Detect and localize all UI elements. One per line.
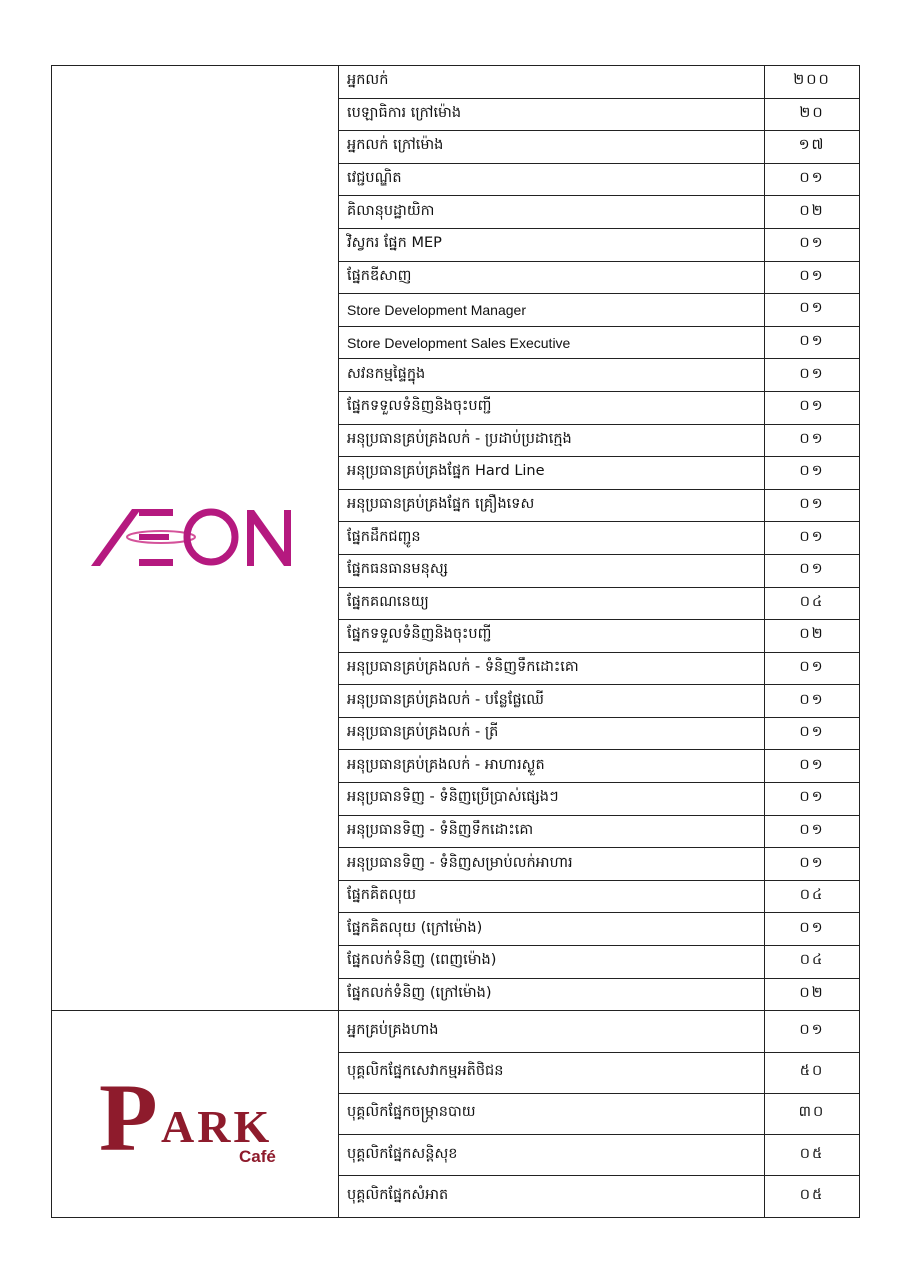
position-count: ០១ bbox=[765, 261, 860, 294]
position-title: អ្នកលក់ bbox=[339, 66, 765, 99]
position-title: ផ្នែកគិតលុយ bbox=[339, 880, 765, 913]
position-title: អនុប្រធានគ្រប់គ្រងលក់ - បន្លែផ្លែឈើ bbox=[339, 685, 765, 718]
job-openings-body bbox=[52, 66, 860, 1218]
svg-text:Café: Café bbox=[239, 1146, 276, 1164]
position-count: ០១ bbox=[765, 391, 860, 424]
position-title: ផ្នែកទទួលទំនិញនិងចុះបញ្ជី bbox=[339, 391, 765, 424]
position-title: អនុប្រធានទិញ - ទំនិញទឹកដោះគោ bbox=[339, 815, 765, 848]
position-title: វេជ្ជបណ្ឌិត bbox=[339, 163, 765, 196]
position-count: ០១ bbox=[765, 685, 860, 718]
position-title: អនុប្រធានគ្រប់គ្រងលក់ - ប្រដាប់ប្រដាក្មេង bbox=[339, 424, 765, 457]
position-count: ០៤ bbox=[765, 587, 860, 620]
position-count: ២០០ bbox=[765, 66, 860, 99]
position-count: ០១ bbox=[765, 359, 860, 392]
position-title: ផ្នែកគណនេយ្យ bbox=[339, 587, 765, 620]
position-count: ០១ bbox=[765, 554, 860, 587]
position-title: បុគ្គលិកផ្នែកសំអាត bbox=[339, 1176, 765, 1217]
position-title: អ្នកលក់ ក្រៅម៉ោង bbox=[339, 131, 765, 164]
position-count: ០២ bbox=[765, 196, 860, 229]
position-count: ១៧ bbox=[765, 131, 860, 164]
position-count: ០២ bbox=[765, 620, 860, 653]
position-count: ០១ bbox=[765, 1011, 860, 1052]
svg-text:ARK: ARK bbox=[161, 1100, 273, 1152]
position-count: ០១ bbox=[765, 652, 860, 685]
position-title: អនុប្រធានគ្រប់គ្រងផ្នែក គ្រឿងទេស bbox=[339, 489, 765, 522]
position-count: ០២ bbox=[765, 978, 860, 1011]
position-count: ០១ bbox=[765, 717, 860, 750]
position-title: ផ្នែកធនធានមនុស្ស bbox=[339, 554, 765, 587]
position-count: ០១ bbox=[765, 228, 860, 261]
position-title: អនុប្រធានគ្រប់គ្រងលក់ - ទំនិញទឹកដោះគោ bbox=[339, 652, 765, 685]
position-count: ០១ bbox=[765, 750, 860, 783]
position-title: បុគ្គលិកផ្នែកសេវាកម្មអតិថិជន bbox=[339, 1052, 765, 1093]
position-count: ០១ bbox=[765, 424, 860, 457]
position-count: ០១ bbox=[765, 522, 860, 555]
position-title: គិលានុបដ្ឋាយិកា bbox=[339, 196, 765, 229]
position-title: ផ្នែកគិតលុយ (ក្រៅម៉ោង) bbox=[339, 913, 765, 946]
position-title: បេឡាធិការ ក្រៅម៉ោង bbox=[339, 98, 765, 131]
position-title: Store Development Sales Executive bbox=[339, 326, 765, 359]
position-count: ០១ bbox=[765, 815, 860, 848]
position-count: ៥០ bbox=[765, 1052, 860, 1093]
aeon-logo-graphic bbox=[89, 502, 301, 574]
position-title: Store Development Manager bbox=[339, 294, 765, 327]
position-title: ផ្នែកលក់ទំនិញ (ពេញម៉ោង) bbox=[339, 946, 765, 979]
position-title: ផ្នែកដឹកជញ្ជូន bbox=[339, 522, 765, 555]
position-title: វិស្វករ ផ្នែក MEP bbox=[339, 228, 765, 261]
park-cafe-logo-graphic bbox=[95, 1064, 295, 1164]
position-title: អនុប្រធានទិញ - ទំនិញប្រើប្រាស់ផ្សេងៗ bbox=[339, 783, 765, 816]
position-title: បុគ្គលិកផ្នែកចម្រ្កានបាយ bbox=[339, 1093, 765, 1134]
position-count: ០១ bbox=[765, 457, 860, 490]
position-title: អនុប្រធានគ្រប់គ្រងលក់ - ត្រី bbox=[339, 717, 765, 750]
position-count: ០១ bbox=[765, 913, 860, 946]
position-count: ០១ bbox=[765, 163, 860, 196]
position-count: ៣០ bbox=[765, 1093, 860, 1134]
aeon-logo bbox=[60, 502, 330, 574]
job-openings-table bbox=[51, 65, 860, 1218]
position-count: ០៤ bbox=[765, 946, 860, 979]
position-title: បុគ្គលិកផ្នែកសន្តិសុខ bbox=[339, 1135, 765, 1176]
position-title: អនុប្រធានគ្រប់គ្រងលក់ - អាហារស្ងួត bbox=[339, 750, 765, 783]
position-title: ផ្នែកលក់ទំនិញ (ក្រៅម៉ោង) bbox=[339, 978, 765, 1011]
position-count: ០៥ bbox=[765, 1135, 860, 1176]
table-row bbox=[52, 66, 860, 99]
position-count: ០១ bbox=[765, 326, 860, 359]
position-count: ០១ bbox=[765, 783, 860, 816]
position-title: ផ្នែកឌីសាញ bbox=[339, 261, 765, 294]
position-count: ០១ bbox=[765, 848, 860, 881]
svg-text:P: P bbox=[99, 1063, 158, 1164]
park-cafe-logo bbox=[60, 1064, 330, 1164]
position-title: អ្នកគ្រប់គ្រងហាង bbox=[339, 1011, 765, 1052]
brand-logo-cell bbox=[52, 1011, 339, 1217]
position-count: ០៤ bbox=[765, 880, 860, 913]
position-title: ផ្នែកទទួលទំនិញនិងចុះបញ្ជី bbox=[339, 620, 765, 653]
position-title: សវនកម្មផ្ទៃក្នុង bbox=[339, 359, 765, 392]
position-title: អនុប្រធានគ្រប់គ្រងផ្នែក Hard Line bbox=[339, 457, 765, 490]
position-count: ០១ bbox=[765, 294, 860, 327]
position-count: ២០ bbox=[765, 98, 860, 131]
position-count: ០១ bbox=[765, 489, 860, 522]
brand-logo-cell bbox=[52, 66, 339, 1011]
position-count: ០៥ bbox=[765, 1176, 860, 1217]
position-title: អនុប្រធានទិញ - ទំនិញសម្រាប់លក់អាហារ bbox=[339, 848, 765, 881]
table-row bbox=[52, 1011, 860, 1052]
